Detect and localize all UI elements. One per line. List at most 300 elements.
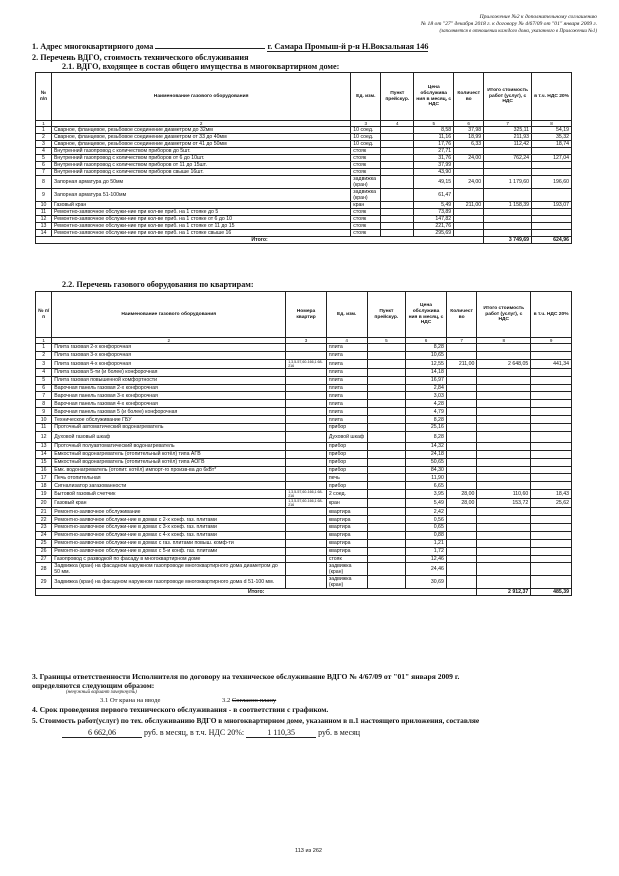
table1-total-vat: 624,96 — [532, 237, 572, 244]
row-name: Ремонтно-заявочное обслужи-ние в домах с газ. плитами повыш. комф-ти — [52, 539, 286, 547]
row-number: 6 — [36, 384, 52, 392]
row-total — [477, 563, 531, 576]
row-number: 5 — [36, 155, 52, 162]
row-apartments — [286, 466, 327, 474]
row-total — [477, 458, 531, 466]
row-price: 61,47 — [414, 189, 454, 202]
row-vat — [531, 516, 572, 524]
row-unit: плита — [326, 351, 367, 359]
row-vat — [532, 189, 572, 202]
option-2-number: 3.2 — [222, 697, 231, 704]
row-price: 43,90 — [414, 169, 454, 176]
row-total: 2 648,05 — [477, 359, 531, 368]
row-number: 7 — [36, 169, 52, 176]
row-qty: 28,00 — [446, 499, 477, 508]
row-qty — [446, 474, 477, 482]
row-vat — [532, 162, 572, 169]
row-apartments — [286, 524, 327, 532]
row-vat — [531, 474, 572, 482]
row-name: Проточный автоматический водонагреватель — [52, 424, 286, 432]
row-vat — [531, 392, 572, 400]
row-price: 5,49 — [406, 499, 447, 508]
row-apartments — [286, 576, 327, 589]
row-vat — [532, 169, 572, 176]
row-total — [477, 416, 531, 424]
row-total — [484, 148, 532, 155]
row-point — [367, 531, 406, 539]
vat-amount: 1 110,35 — [246, 728, 316, 738]
row-qty — [454, 148, 484, 155]
row-total — [477, 351, 531, 359]
column-index-cell: 5 — [367, 338, 406, 344]
row-point — [381, 134, 414, 141]
row-unit: задвижка (кран) — [326, 563, 367, 576]
row-vat: 196,60 — [532, 176, 572, 189]
row-qty — [446, 531, 477, 539]
row-number: 29 — [36, 576, 52, 589]
row-qty — [446, 516, 477, 524]
row-point — [381, 155, 414, 162]
row-qty — [446, 563, 477, 576]
column-index-cell: 2 — [51, 121, 350, 127]
row-total: 112,42 — [484, 141, 532, 148]
row-name: Варочная панель газовая 5 (и более) конфорочная — [52, 408, 286, 416]
per-month-label: руб. в месяц, в т.ч. НДС 20%: — [144, 728, 245, 737]
row-name: Проточный полуавтоматический водонагреватель — [52, 442, 286, 450]
section3-option-1: 3.1 От крана на вводе — [100, 697, 161, 704]
row-point — [367, 508, 406, 516]
row-unit: плита — [326, 416, 367, 424]
row-total — [477, 431, 531, 442]
row-qty — [446, 524, 477, 532]
row-price: 37,99 — [414, 162, 454, 169]
row-apartments — [286, 450, 327, 458]
column-index-cell: 5 — [414, 121, 454, 127]
row-point — [367, 490, 406, 499]
col2-num: № п/п — [36, 292, 52, 338]
row-apartments — [286, 458, 327, 466]
row-price: 30,69 — [406, 576, 447, 589]
column-index-cell: 2 — [52, 338, 286, 344]
row-name: Варочная панель газовая 4-х конфорочная — [52, 400, 286, 408]
row-number: 21 — [36, 508, 52, 516]
option-2-struck: Согласно плану — [231, 697, 277, 704]
row-apartments — [286, 474, 327, 482]
row-unit: прибор — [326, 442, 367, 450]
row-unit: плита — [326, 400, 367, 408]
table-row — [36, 539, 572, 547]
row-name: Ремонтно-заявочное обслужи-ние в домах с 4-х конф. газ. плитами — [52, 531, 286, 539]
row-apartments — [286, 408, 327, 416]
row-price: 12,55 — [406, 359, 447, 368]
row-vat: 18,74 — [532, 141, 572, 148]
row-qty — [446, 450, 477, 458]
table2-total-vat: 485,39 — [531, 589, 572, 596]
row-apartments — [286, 351, 327, 359]
row-name: Плита газовая повышенной комфортности — [52, 376, 286, 384]
row-apartments — [286, 431, 327, 442]
table-row — [36, 344, 572, 352]
row-price: 24,18 — [406, 450, 447, 458]
row-number: 2 — [36, 351, 52, 359]
row-apartments — [286, 531, 327, 539]
row-apartments — [286, 344, 327, 352]
row-apartments — [286, 516, 327, 524]
row-number: 8 — [36, 400, 52, 408]
row-apartments: 1,3,5-57,60-166,1 68-216 — [286, 359, 327, 368]
table-row — [36, 230, 572, 237]
row-number: 3 — [36, 359, 52, 368]
row-number: 14 — [36, 450, 52, 458]
row-number: 10 — [36, 416, 52, 424]
table1-total-label: Итого: — [36, 237, 484, 244]
row-qty — [446, 466, 477, 474]
row-point — [367, 474, 406, 482]
row-unit: прибор — [326, 466, 367, 474]
row-point — [381, 209, 414, 216]
row-total — [484, 223, 532, 230]
row-point — [381, 176, 414, 189]
col-point: Пункт прейскур. — [381, 73, 414, 121]
row-name: Сварное, фланцевое, резьбовое соединение диаметром до 32мм — [51, 127, 350, 134]
row-apartments — [286, 424, 327, 432]
table-row — [36, 223, 572, 230]
col2-point: Пункт прейскур. — [367, 292, 406, 338]
row-total — [477, 576, 531, 589]
row-total — [484, 230, 532, 237]
row-qty: 24,00 — [454, 176, 484, 189]
table-row — [36, 524, 572, 532]
row-total — [484, 189, 532, 202]
row-price: 6,65 — [406, 482, 447, 490]
row-name: Ремонтно-заявочное обслужи-ние в домах с 3-х конф. газ. плитами — [52, 524, 286, 532]
table-row — [36, 400, 572, 408]
row-unit: задвижка (кран) — [351, 176, 381, 189]
section3-text2: определяются следующим образом: — [32, 681, 155, 690]
row-qty: 211,00 — [446, 359, 477, 368]
section3-text: 3. Границы ответственности Исполнителя по договору на техническое обслуживание ВДГО № 4/67/09 от "01" января 2009 г. — [32, 672, 460, 681]
row-price: 0,56 — [406, 516, 447, 524]
column-index-cell: 8 — [477, 338, 531, 344]
table-row — [36, 392, 572, 400]
row-name: Внутренний газопровод с количеством приборов от 6 до 10шт. — [51, 155, 350, 162]
row-vat — [531, 400, 572, 408]
row-number: 11 — [36, 209, 52, 216]
row-name: Ремонтно-заявочное обслужи-ние при кол-ве приб. на 1 стояке до 5 — [51, 209, 350, 216]
row-unit: прибор — [326, 458, 367, 466]
row-point — [367, 576, 406, 589]
row-point — [367, 424, 406, 432]
row-point — [367, 408, 406, 416]
row-vat: 54,19 — [532, 127, 572, 134]
table-row — [36, 169, 572, 176]
row-total — [477, 344, 531, 352]
row-name: Сварное, фланцевое, резьбовое соединение диаметром от 33 до 40мм — [51, 134, 350, 141]
row-point — [367, 344, 406, 352]
row-number: 24 — [36, 531, 52, 539]
row-unit: 10 соед. — [351, 134, 381, 141]
common-property-table — [35, 72, 572, 244]
row-name: Емкостный водонагреватель (отопительный котёл) типа АГВ — [52, 450, 286, 458]
row-name: Ремонтно-заявочное обслужи-ние при кол-ве приб. на 1 стояке от 11 до 15 — [51, 223, 350, 230]
row-name: Сварное, фланцевое, резьбовое соединение диаметром от 41 до 50мм — [51, 141, 350, 148]
row-point — [381, 169, 414, 176]
row-price: 84,30 — [406, 466, 447, 474]
row-number: 2 — [36, 134, 52, 141]
row-qty — [446, 376, 477, 384]
col-unit: Ед. изм. — [351, 73, 381, 121]
table2-total-label: Итого: — [36, 589, 477, 596]
row-apartments — [286, 384, 327, 392]
row-total — [477, 547, 531, 555]
row-vat: 35,32 — [532, 134, 572, 141]
row-unit: 10 соед. — [351, 141, 381, 148]
row-qty — [454, 162, 484, 169]
row-unit: плита — [326, 392, 367, 400]
row-number: 13 — [36, 442, 52, 450]
row-number: 26 — [36, 547, 52, 555]
row-name: Запорная арматура 51-100мм — [51, 189, 350, 202]
row-name: Внутренний газопровод с количеством приборов свыше 16шт. — [51, 169, 350, 176]
row-number: 27 — [36, 555, 52, 563]
row-point — [367, 384, 406, 392]
col-total: Итого стоимость работ (услуг), с НДС — [484, 73, 532, 121]
row-point — [367, 499, 406, 508]
address-label: 1. Адрес многоквартирного дома — [32, 42, 154, 51]
row-vat — [531, 524, 572, 532]
row-unit: квартира — [326, 508, 367, 516]
column-index-cell: 7 — [446, 338, 477, 344]
row-price: 14,18 — [406, 368, 447, 376]
row-qty — [446, 424, 477, 432]
appendix-line-3: (заполняется в отношении каждого дома, указанного в Приложении №1) — [439, 29, 597, 34]
row-total — [477, 408, 531, 416]
row-total — [477, 531, 531, 539]
row-price: 147,82 — [414, 216, 454, 223]
row-qty — [446, 547, 477, 555]
row-number: 18 — [36, 482, 52, 490]
row-number: 4 — [36, 368, 52, 376]
row-vat — [531, 376, 572, 384]
row-number: 13 — [36, 223, 52, 230]
column-index-cell: 1 — [36, 338, 52, 344]
row-number: 5 — [36, 376, 52, 384]
row-price: 73,89 — [414, 209, 454, 216]
row-point — [367, 392, 406, 400]
row-price: 14,32 — [406, 442, 447, 450]
row-unit: плита — [326, 368, 367, 376]
table-row — [36, 499, 572, 508]
row-total — [477, 442, 531, 450]
table-row — [36, 482, 572, 490]
row-name: Запорная арматура до 50мм — [51, 176, 350, 189]
col-name: Наименование газового оборудования — [51, 73, 350, 121]
row-qty — [454, 169, 484, 176]
row-apartments — [286, 508, 327, 516]
row-qty — [446, 392, 477, 400]
row-qty: 6,33 — [454, 141, 484, 148]
table-row — [36, 384, 572, 392]
row-apartments: 1,3,5-57,60-166,1 68-216 — [286, 490, 327, 499]
row-unit: задвижка (кран) — [351, 189, 381, 202]
column-index-cell: 4 — [381, 121, 414, 127]
row-number: 15 — [36, 458, 52, 466]
table2-total: 2 912,37 — [477, 589, 531, 596]
row-vat: 441,34 — [531, 359, 572, 368]
row-point — [367, 416, 406, 424]
row-number: 23 — [36, 524, 52, 532]
row-total — [477, 450, 531, 458]
table-row — [36, 351, 572, 359]
row-name: Варочная панель газовая 3-х конфорочная — [52, 392, 286, 400]
row-point — [381, 127, 414, 134]
row-unit: стояк — [326, 555, 367, 563]
row-price: 221,76 — [414, 223, 454, 230]
table-row — [36, 162, 572, 169]
row-number: 17 — [36, 474, 52, 482]
table-row — [36, 516, 572, 524]
row-number: 9 — [36, 189, 52, 202]
row-apartments — [286, 539, 327, 547]
row-number: 9 — [36, 408, 52, 416]
row-vat: 18,43 — [531, 490, 572, 499]
row-total — [477, 466, 531, 474]
address-line — [32, 42, 428, 51]
row-number: 1 — [36, 127, 52, 134]
row-point — [367, 400, 406, 408]
row-vat — [531, 531, 572, 539]
row-name: Ремонтно-заявочное обслужи-ние в домах с 5-и конф. газ. плитами — [52, 547, 286, 555]
row-point — [367, 431, 406, 442]
row-total — [484, 209, 532, 216]
row-vat — [532, 216, 572, 223]
row-name: Ремонтно-заявочное обслужи-ние при кол-ве приб. на 1 стояке от 6 до 10 — [51, 216, 350, 223]
row-point — [367, 466, 406, 474]
row-price: 8,28 — [406, 431, 447, 442]
col2-qty: Количест во — [446, 292, 477, 338]
row-price: 50,65 — [406, 458, 447, 466]
row-vat — [531, 482, 572, 490]
row-qty — [446, 351, 477, 359]
row-vat — [531, 384, 572, 392]
row-qty — [446, 368, 477, 376]
row-number: 28 — [36, 563, 52, 576]
row-number: 25 — [36, 539, 52, 547]
table-row — [36, 359, 572, 368]
row-qty: 28,00 — [446, 490, 477, 499]
row-point — [367, 359, 406, 368]
row-number: 8 — [36, 176, 52, 189]
row-point — [367, 442, 406, 450]
row-number: 6 — [36, 162, 52, 169]
row-name: Ремонтно-заявочное обслуживание — [52, 508, 286, 516]
row-point — [381, 223, 414, 230]
row-total — [477, 555, 531, 563]
row-name: Ремонтно-заявочное обслужи-ние при кол-ве приб. на 1 стояке свыше 16 — [51, 230, 350, 237]
row-price: 11,90 — [406, 474, 447, 482]
row-qty — [446, 400, 477, 408]
col2-unit: Ед. изм. — [326, 292, 367, 338]
row-name: Плита газовая 4-х конфорочная — [52, 359, 286, 368]
row-unit: прибор — [326, 482, 367, 490]
row-price: 0,88 — [406, 531, 447, 539]
col-price: Цена обслужива ния в месяц, с НДС — [414, 73, 454, 121]
row-total — [484, 169, 532, 176]
row-qty — [446, 344, 477, 352]
row-total: 1 158,39 — [484, 202, 532, 209]
row-unit: стояк — [351, 230, 381, 237]
section5-amounts — [62, 728, 360, 738]
row-apartments — [286, 482, 327, 490]
row-unit: квартира — [326, 516, 367, 524]
section4-text: 4. Срок проведения первого технического обслуживания - в соответствии с графиком. — [32, 705, 329, 714]
row-qty — [446, 384, 477, 392]
table-row — [36, 563, 572, 576]
section3 — [32, 672, 612, 690]
row-number: 19 — [36, 490, 52, 499]
row-price: 8,28 — [406, 344, 447, 352]
col-vat: в т.ч. НДС 20% — [532, 73, 572, 121]
table-row — [36, 209, 572, 216]
row-total — [477, 482, 531, 490]
row-number: 22 — [36, 516, 52, 524]
row-number: 14 — [36, 230, 52, 237]
section3-note: (ненужный вариант зачеркнуть) — [66, 690, 137, 695]
table-row — [36, 442, 572, 450]
row-price: 16,97 — [406, 376, 447, 384]
row-unit: стояк — [351, 223, 381, 230]
row-name: Внутренний газопровод с количеством приборов от 11 до 15шт. — [51, 162, 350, 169]
row-price: 1,72 — [406, 547, 447, 555]
section2-2-title: 2.2. Перечень газового оборудования по квартирам: — [62, 280, 254, 289]
row-vat — [531, 555, 572, 563]
table-row — [36, 508, 572, 516]
row-apartments — [286, 416, 327, 424]
row-point — [381, 216, 414, 223]
table-row — [36, 547, 572, 555]
row-qty — [454, 216, 484, 223]
row-apartments — [286, 555, 327, 563]
appendix-line-2: № 18 от "27" декабря 2018 г. к договору № 4/67/09 от "01" января 2009 г. — [420, 21, 597, 27]
table-row — [36, 450, 572, 458]
row-vat — [531, 344, 572, 352]
row-total: 110,60 — [477, 490, 531, 499]
row-name: Техническое обслуживание ГБУ — [52, 416, 286, 424]
table-row — [36, 531, 572, 539]
table-row — [36, 368, 572, 376]
row-price: 2,42 — [406, 508, 447, 516]
row-total — [477, 376, 531, 384]
row-point — [367, 450, 406, 458]
row-name: Задвижка (кран) на фасадном наружном газопроводе многоквартирного дома d 51-100 мм. — [52, 576, 286, 589]
page-number: 113 из 262 — [295, 848, 323, 854]
row-price: 24,46 — [406, 563, 447, 576]
row-unit: квартира — [326, 539, 367, 547]
row-price: 11,16 — [414, 134, 454, 141]
row-total: 153,72 — [477, 499, 531, 508]
table-row — [36, 376, 572, 384]
row-apartments — [286, 368, 327, 376]
col2-vat: в т.ч. НДС 20% — [531, 292, 572, 338]
table-row — [36, 555, 572, 563]
column-index-cell: 6 — [454, 121, 484, 127]
col2-name: Наименование газового оборудования — [52, 292, 286, 338]
row-vat — [531, 351, 572, 359]
row-point — [381, 189, 414, 202]
table-row — [36, 431, 572, 442]
row-unit: 10 соед. — [351, 127, 381, 134]
row-apartments: 1,3,5-57,60-166,1 68-216 — [286, 499, 327, 508]
